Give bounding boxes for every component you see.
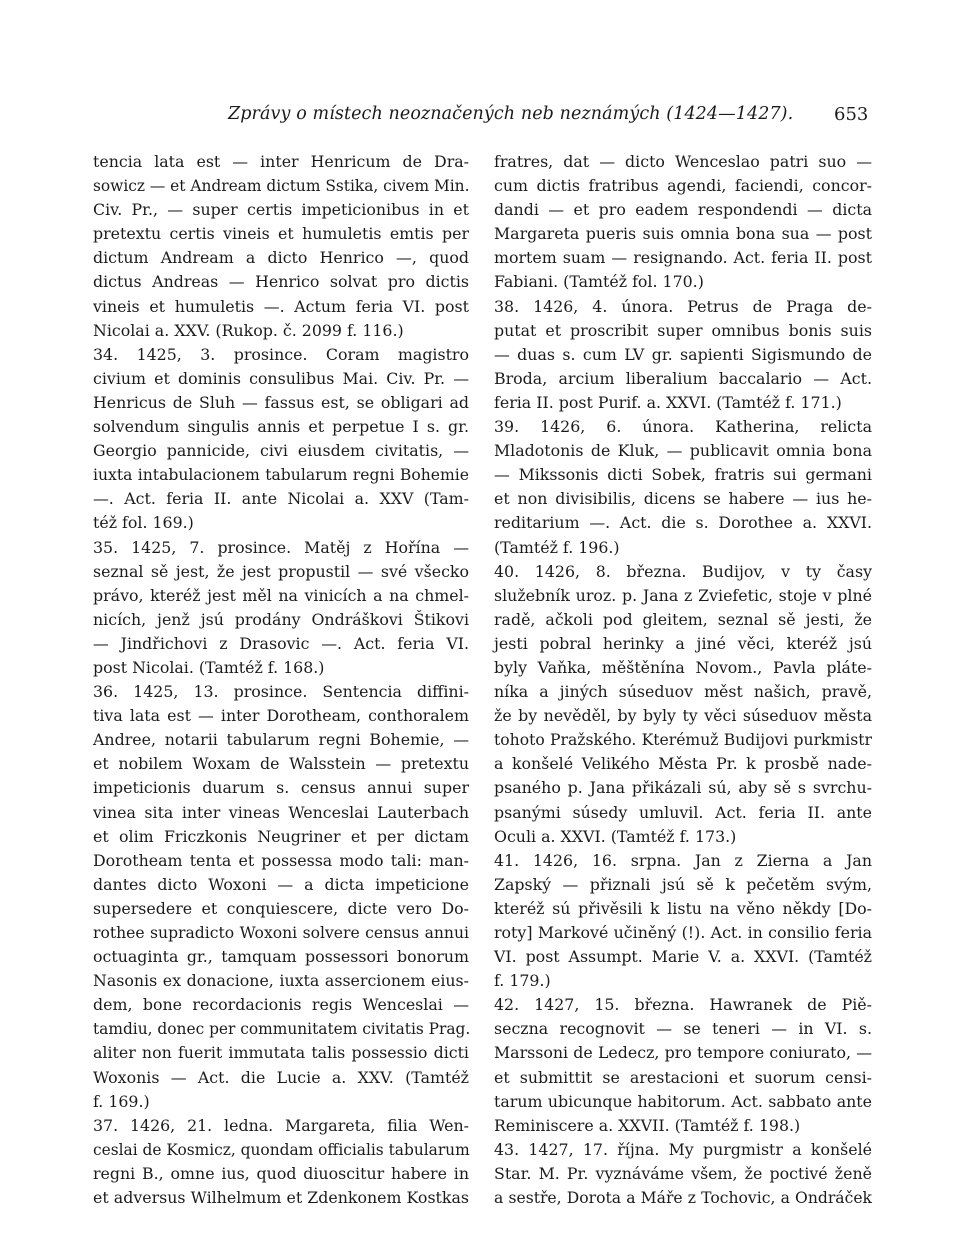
text-line: — Jindřichovi z Drasovic —. Act. feria VI. [93, 633, 469, 653]
text-line: Star. M. Pr. vyznáváme všem, že poctivé ženě [494, 1163, 872, 1183]
text-line: Mladotonis de Kluk, — publicavit omnia bona [494, 441, 872, 461]
entry-start-line: 38. 1426, 4. února. Petrus de Praga de- [494, 296, 872, 316]
text-line: Nasonis ex donacione, iuxta assercionem eius- [93, 971, 469, 991]
text-line: putat et proscribit super omnibus bonis suis [494, 320, 872, 340]
text-line: impeticionis duarum s. census annui super [93, 778, 469, 798]
text-line: et non divisibilis, dicens se habere — ius he- [494, 489, 872, 509]
text-line: psanými súsedy umluvil. Act. feria II. ante [494, 802, 872, 822]
entry-start-line: 36. 1425, 13. prosince. Sentencia diffini- [93, 682, 469, 702]
text-line: ceslai de Kosmicz, quondam officialis tabularum [93, 1140, 470, 1159]
text-line: Oculi a. XXVI. (Tamtéž f. 173.) [494, 826, 737, 846]
text-line: Civ. Pr., — super certis impeticionibus in et [93, 200, 469, 220]
entry-start-line: 37. 1426, 21. ledna. Margareta, filia Wen- [93, 1115, 469, 1135]
text-line: Nicolai a. XXV. (Rukop. č. 2099 f. 116.) [93, 320, 404, 340]
text-line: Fabiani. (Tamtéž fol. 170.) [494, 272, 704, 292]
text-line: supersedere et conquiescere, dicte vero Do- [93, 898, 469, 918]
text-line: jesti pobral herinky a jiné věci, kteréž jsú [494, 633, 872, 653]
text-line: et submittit se arestacioni et suorum censi- [494, 1067, 872, 1087]
text-line: octuaginta gr., tamquam possessori bonorum [93, 947, 469, 967]
text-line: seczna recognovit — se teneri — in VI. s. [494, 1019, 872, 1039]
text-line: tohoto Pražského. Kterémuž Budijovi purkmistr [494, 731, 872, 750]
text-line: a sestře, Dorota a Máře z Tochovic, a Ondráček [494, 1189, 872, 1208]
text-line: et adversus Wilhelmum et Zdenkonem Kostkas [93, 1188, 469, 1208]
running-title: Zprávy o místech neoznačených neb neznámých (1424—1427). [228, 104, 794, 124]
text-line: feria II. post Purif. a. XXVI. (Tamtéž f. 171.) [494, 392, 842, 412]
text-line: služebník uroz. p. Jana z Zviefetic, stoje v plné [494, 585, 872, 605]
entry-start-line: 35. 1425, 7. prosince. Matěj z Hořína — [93, 537, 469, 557]
text-line: vinea sita inter vineas Wenceslai Lauterbach [93, 802, 469, 822]
text-line: civium et dominis consulibus Mai. Civ. Pr. — [93, 368, 469, 388]
text-line: — duas s. cum LV gr. sapienti Sigismundo de [494, 344, 872, 364]
entry-start-line: 41. 1426, 16. srpna. Jan z Zierna a Jan [494, 850, 872, 870]
text-line: též fol. 169.) [93, 513, 194, 533]
text-line: (Tamtéž f. 196.) [494, 537, 620, 557]
text-line: dictus Andreas — Henrico solvat pro dictis [93, 272, 469, 292]
text-line: dandi — et pro eadem respondendi — dicta [494, 200, 872, 220]
text-line: regni B., omne ius, quod diuoscitur habere in [93, 1163, 469, 1183]
text-line: že by nevěděl, by byly ty věci súseduov města [494, 706, 872, 726]
text-line: dantes dicto Woxoni — a dicta impeticione [93, 874, 469, 894]
text-line: rothee supradicto Woxoni solvere census annui [93, 924, 469, 942]
entry-start-line: 39. 1426, 6. února. Katherina, relicta [494, 417, 872, 437]
text-line: Marssoni de Ledecz, pro tempore coniurato, — [494, 1043, 872, 1063]
text-line: iuxta intabulacionem tabularum regni Bohemie [93, 466, 469, 485]
text-line: post Nicolai. (Tamtéž f. 168.) [93, 657, 325, 677]
text-line: Dorotheam tenta et possessa modo tali: man- [93, 850, 469, 870]
text-line: vineis et humuletis —. Actum feria VI. post [93, 296, 469, 316]
entry-start-line: 43. 1427, 17. října. My purgmistr a konšelé [494, 1139, 872, 1159]
text-line: cum dictis fratribus agendi, faciendi, concor- [494, 176, 872, 196]
text-line: mortem suam — resignando. Act. feria II. post [494, 248, 872, 268]
text-line: solvendum singulis annis et perpetue I s. gr. [93, 417, 469, 437]
text-line: Zapský — přiznali jsú sě k pečetěm svým, [494, 874, 872, 894]
text-line: byly Vaňka, měštěnína Novom., Pavla pláte- [494, 657, 872, 677]
text-line: VI. post Assumpt. Marie V. a. XXVI. (Tamtéž [494, 947, 872, 967]
text-line: f. 179.) [494, 971, 551, 991]
text-line: Georgio pannicide, civi eiusdem civitatis, — [93, 441, 469, 461]
text-line: Broda, arcium liberalium baccalario — Act. [494, 368, 872, 388]
text-line: sowicz — et Andream dictum Sstika, civem Min. [93, 177, 470, 196]
text-line: Woxonis — Act. die Lucie a. XXV. (Tamtéž [93, 1067, 469, 1087]
text-line: a konšelé Velikého Města Pr. k prosbě nade- [494, 754, 872, 774]
text-line: reditarium —. Act. die s. Dorothee a. XXVI. [494, 513, 872, 533]
left-column [93, 150, 469, 1210]
running-header [0, 100, 960, 130]
text-line: f. 169.) [93, 1091, 150, 1111]
text-line: fratres, dat — dicto Wenceslao patri suo — [494, 152, 872, 171]
text-line: Reminiscere a. XXVII. (Tamtéž f. 198.) [494, 1115, 801, 1135]
entry-start-line: 42. 1427, 15. března. Hawranek de Piě- [494, 995, 872, 1015]
text-line: — Mikssonis dicti Sobek, fratris sui germani [494, 465, 872, 485]
text-line: roty] Markové učiněný (!). Act. in consilio feria [494, 923, 872, 942]
text-line: seznal sě jest, že jest propustil — své všecko [93, 561, 469, 581]
text-line: psaného p. Jana přikázali sú, aby sě s svrchu- [494, 778, 872, 798]
entry-start-line: 34. 1425, 3. prosince. Coram magistro [93, 344, 469, 364]
text-line: aliter non fuerit immutata talis possessio dicti [93, 1043, 469, 1063]
text-line: radě, ačkoli pod gleitem, seznal sě jesti, že [494, 609, 872, 629]
text-line: dictum Andream a dicto Henrico —, quod [93, 248, 469, 268]
right-column [494, 150, 872, 1210]
text-line: pretextu certis vineis et humuletis emtis per [93, 224, 469, 244]
text-line: tencia lata est — inter Henricum de Dra- [93, 152, 469, 171]
text-line: nicích, jenž jsú prodány Ondráškovi Štikovi [93, 609, 469, 629]
text-line: tarum ubicunque habitorum. Act. sabbato ante [494, 1091, 872, 1111]
text-line: právo, kteréž jest měl na vinicích a na chmel- [93, 585, 469, 605]
text-line: —. Act. feria II. ante Nicolai a. XXV (Tam- [93, 489, 469, 509]
text-line: et nobilem Woxam de Walsstein — pretextu [93, 754, 469, 774]
text-line: Henricus de Sluh — fassus est, se obligari ad [93, 392, 469, 412]
page-number: 653 [834, 104, 869, 125]
text-line: tiva lata est — inter Dorotheam, conthoralem [93, 706, 469, 726]
entry-start-line: 40. 1426, 8. března. Budijov, v ty časy [494, 561, 872, 581]
text-line: Andree, notarii tabularum regni Bohemie, — [93, 730, 469, 750]
text-line: et olim Friczkonis Neugriner et per dictam [93, 826, 469, 846]
text-line: Margareta pueris suis omnia bona sua — post [494, 224, 872, 244]
text-line: tamdiu, donec per communitatem civitatis Prag. [93, 1020, 471, 1039]
text-line: kteréž sú přivěsili k listu na věno někdy [Do- [494, 898, 872, 918]
text-line: níka a jiných súseduov měst našich, pravě, [494, 682, 872, 702]
text-line: dem, bone recordacionis regis Wenceslai — [93, 995, 469, 1015]
